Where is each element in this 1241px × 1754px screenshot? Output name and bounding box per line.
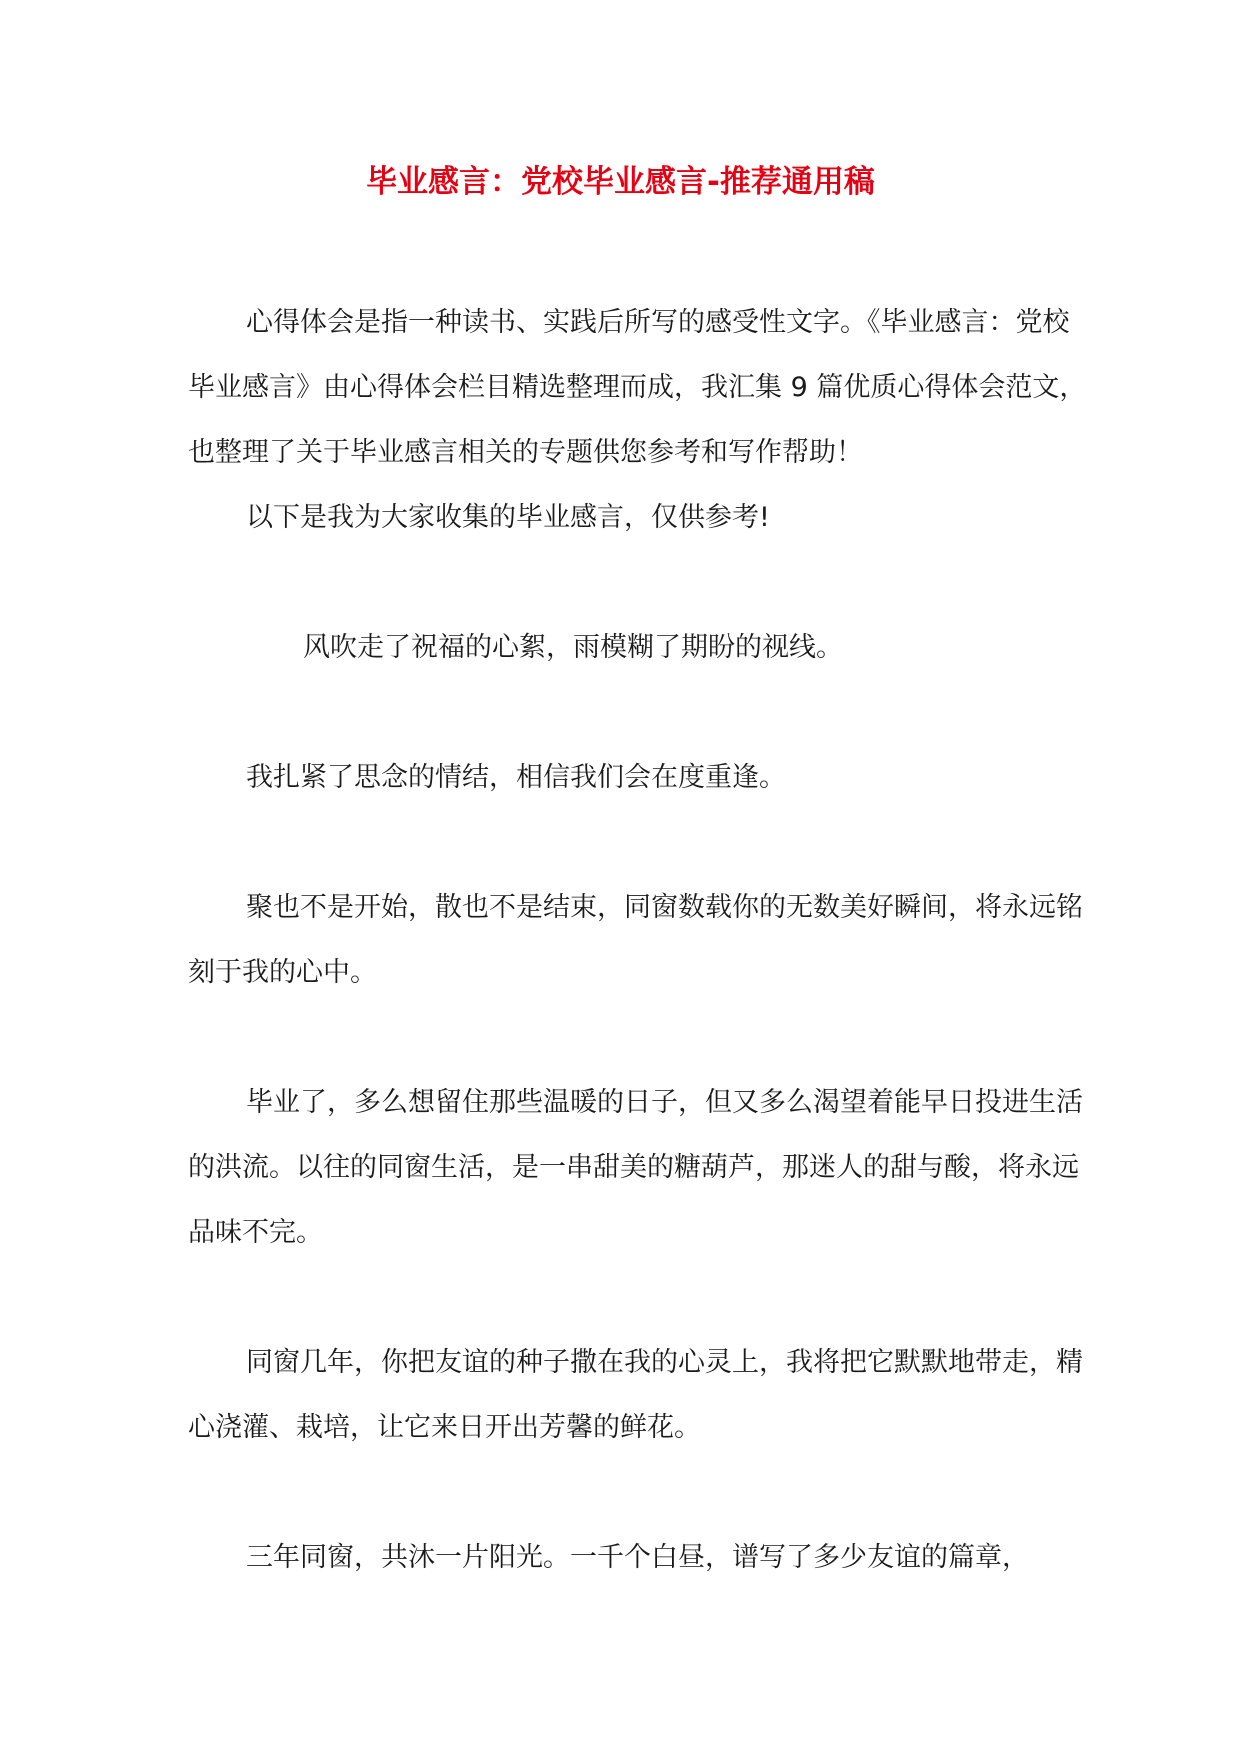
body-paragraph: 毕业了，多么想留住那些温暖的日子，但又多么渴望着能早日投进生活的洪流。以往的同窗生活，是一串甜美的糖葫芦，那迷人的甜与酸，将永远品味不完。 (188, 1087, 1083, 1248)
body-paragraph: 风吹走了祝福的心絮，雨模糊了期盼的视线。 (303, 632, 843, 663)
body-paragraph: 同窗几年，你把友谊的种子撒在我的心灵上，我将把它默默地带走，精心浇灌、栽培，让它来日开出芳馨的鲜花。 (188, 1347, 1083, 1443)
intro-paragraph: 心得体会是指一种读书、实践后所写的感受性文字。《毕业感言：党校毕业感言》由心得体会栏目精选整理而成，我汇集 9 篇优质心得体会范文，也整理了关于毕业感言相关的专题供您参考和写作帮助！ (188, 307, 1087, 468)
body-paragraph: 三年同窗，共沐一片阳光。一千个白昼，谱写了多少友谊的篇章， (246, 1542, 1029, 1573)
intro-paragraph: 以下是我为大家收集的毕业感言，仅供参考! (246, 502, 770, 533)
body-paragraph: 聚也不是开始，散也不是结束，同窗数载你的无数美好瞬间，将永远铭刻于我的心中。 (188, 892, 1083, 988)
document-body (188, 290, 1088, 1590)
document-title: 毕业感言：党校毕业感言-推荐通用稿 (366, 164, 875, 200)
body-paragraph: 我扎紧了思念的情结，相信我们会在度重逢。 (246, 762, 786, 793)
